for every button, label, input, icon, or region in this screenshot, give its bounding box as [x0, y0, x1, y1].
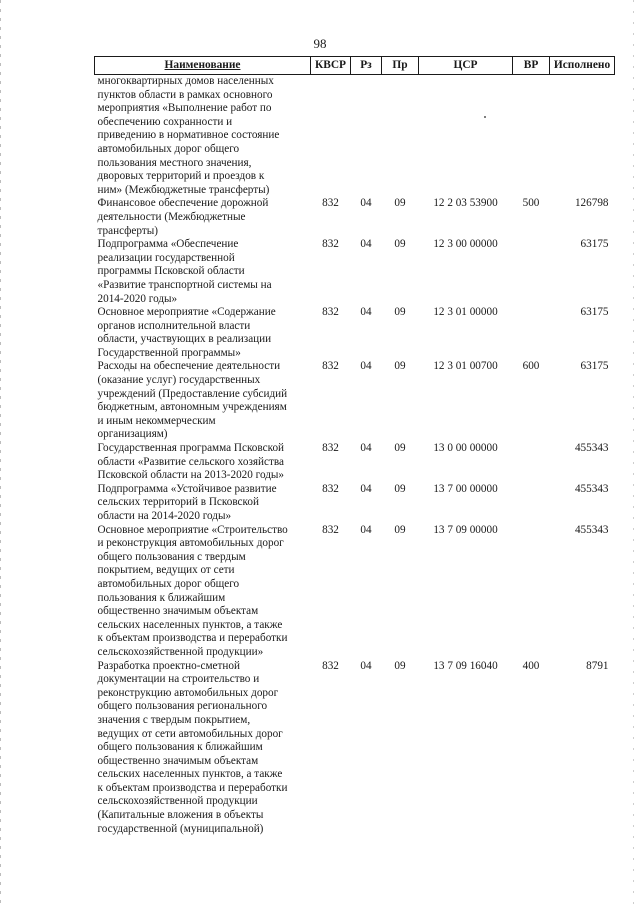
- row-name-line: сельских территорий в Псковской: [97, 496, 259, 509]
- row-name-cell: [95, 442, 311, 483]
- row-amount-cell: 63175: [580, 306, 609, 319]
- row-amount-cell: 126798: [574, 197, 609, 210]
- row-pr-cell: [382, 75, 419, 198]
- row-name-line: деятельности (Межбюджетные: [97, 210, 246, 223]
- table-row: [95, 75, 615, 198]
- row-name-line: пунктов области в рамках основного: [97, 88, 273, 101]
- row-name-cell: [95, 306, 311, 360]
- row-pr-cell: 09: [394, 238, 406, 251]
- row-amount-cell: 63175: [580, 238, 609, 251]
- row-kvsr-cell: 832: [322, 197, 339, 210]
- row-name-cell: [95, 75, 311, 198]
- row-amount-cell: 455343: [574, 523, 609, 536]
- column-header-csr: ЦСР: [419, 57, 513, 75]
- row-amount-cell: 63175: [580, 360, 609, 373]
- row-name-line: покрытием, ведущих от сети: [97, 564, 235, 577]
- row-rz-cell: 04: [360, 523, 372, 536]
- row-name-line: обеспечению сохранности и: [97, 115, 233, 128]
- row-kvsr-cell: 832: [322, 482, 339, 495]
- row-name-line: общего пользования регионального: [97, 700, 268, 713]
- table-header-row: [95, 57, 615, 75]
- column-header-rz: Рз: [351, 57, 382, 75]
- row-name-line: общественно значимым объектам: [97, 605, 259, 618]
- row-pr-cell: 09: [394, 197, 406, 210]
- row-name-line: Финансовое обеспечение дорожной: [97, 197, 269, 210]
- row-kvsr-cell: 832: [322, 523, 339, 536]
- row-name-line: общественно значимым объектам: [97, 754, 259, 767]
- row-name-line: трансферты): [97, 224, 158, 237]
- row-csr-cell: 12 3 01 00700: [433, 360, 498, 373]
- row-name-line: Основное мероприятие «Строительство: [97, 523, 288, 536]
- row-name-line: и иным некоммерческим: [97, 414, 216, 427]
- row-name-line: сельскохозяйственной продукции»: [97, 645, 264, 658]
- row-pr-cell: 09: [394, 306, 406, 319]
- row-name-line: организациям): [97, 428, 168, 441]
- row-pr-cell: 09: [394, 360, 406, 373]
- row-csr-cell: 12 3 00 00000: [433, 238, 498, 251]
- scan-right-edge: [633, 0, 634, 905]
- row-name-line: бюджетным, автономным учреждениям: [97, 401, 287, 414]
- row-kvsr-cell: 832: [322, 360, 339, 373]
- row-name-cell: [95, 238, 311, 306]
- row-amount-cell: 455343: [574, 482, 609, 495]
- row-amount-cell: 455343: [574, 442, 609, 455]
- row-kvsr-cell: [311, 75, 351, 198]
- row-name-line: мероприятия «Выполнение работ по: [97, 102, 272, 115]
- row-name-line: сельских населенных пунктов, а также: [97, 618, 283, 631]
- row-amount-cell: [550, 75, 615, 198]
- row-name-line: документации на строительство и: [97, 673, 260, 686]
- row-csr-cell: 12 2 03 53900: [433, 197, 498, 210]
- row-pr-cell: 09: [394, 442, 406, 455]
- scan-left-edge: [0, 0, 1, 905]
- row-name-line: (Капитальные вложения в объекты: [97, 809, 264, 822]
- row-rz-cell: 04: [360, 360, 372, 373]
- row-rz-cell: 04: [360, 197, 372, 210]
- row-name-line: области, участвующих в реализации: [97, 333, 272, 346]
- row-vr-cell: 400: [522, 659, 540, 672]
- table-row: [95, 660, 615, 837]
- row-name-line: области на 2014-2020 годы»: [97, 510, 232, 522]
- table-row: [95, 483, 615, 524]
- column-header-name: Наименование: [95, 57, 311, 75]
- row-name-line: сельскохозяйственной продукции: [97, 795, 258, 808]
- row-name-line: области «Развитие сельского хозяйства: [97, 455, 284, 468]
- table-row: [95, 442, 615, 483]
- row-name-line: органов исполнительной власти: [97, 319, 251, 332]
- row-name-line: учреждений (Предоставление субсидий: [97, 387, 288, 400]
- row-kvsr-cell: 832: [322, 659, 339, 672]
- row-kvsr-cell: 832: [322, 442, 339, 455]
- row-vr-cell: [513, 306, 550, 360]
- row-name-line: общего пользования с твердым: [97, 550, 246, 563]
- row-name-line: к объектам производства и переработки: [97, 781, 288, 794]
- table-body: [95, 75, 615, 837]
- row-vr-cell: 500: [522, 197, 540, 210]
- row-name-line: автомобильных дорог общего: [97, 577, 240, 590]
- budget-execution-table: [94, 56, 615, 836]
- row-name-line: «Развитие транспортной системы на: [97, 278, 272, 291]
- row-name-line: Подпрограмма «Обеспечение: [97, 238, 239, 251]
- row-rz-cell: 04: [360, 482, 372, 495]
- row-name-cell: [95, 197, 311, 238]
- row-name-line: пользования местного значения,: [97, 156, 252, 169]
- row-csr-cell: 13 7 09 00000: [433, 523, 498, 536]
- row-name-line: общего пользования к ближайшим: [97, 741, 263, 754]
- row-kvsr-cell: 832: [322, 306, 339, 319]
- row-name-cell: [95, 524, 311, 660]
- row-name-line: Расходы на обеспечение деятельности: [97, 360, 281, 373]
- row-name-line: Основное мероприятие «Содержание: [97, 306, 276, 319]
- column-header-kvsr: КВСР: [311, 57, 351, 75]
- row-name-line: программы Псковской области: [97, 265, 245, 278]
- row-pr-cell: 09: [394, 523, 406, 536]
- row-name-cell: [95, 483, 311, 524]
- row-pr-cell: 09: [394, 482, 406, 495]
- table-row: [95, 238, 615, 306]
- row-rz-cell: 04: [360, 442, 372, 455]
- row-name-line: реконструкцию автомобильных дорог: [97, 686, 279, 699]
- row-csr-cell: 13 7 00 00000: [433, 482, 498, 495]
- row-name-line: реализации государственной: [97, 251, 235, 264]
- row-name-line: Государственная программа Псковской: [97, 442, 285, 455]
- row-name-cell: [95, 360, 311, 442]
- row-name-line: многоквартирных домов населенных: [97, 75, 274, 87]
- row-name-line: (оказание услуг) государственных: [97, 374, 261, 387]
- row-rz-cell: [351, 75, 382, 198]
- column-header-vr: ВР: [513, 57, 550, 75]
- row-name-line: Псковской области на 2013-2020 годы»: [97, 469, 285, 482]
- row-kvsr-cell: 832: [322, 238, 339, 251]
- row-pr-cell: 09: [394, 659, 406, 672]
- row-name-line: к объектам производства и переработки: [97, 632, 288, 645]
- row-vr-cell: 600: [522, 360, 540, 373]
- table-row: [95, 306, 615, 360]
- row-csr-cell: 13 0 00 00000: [433, 442, 498, 455]
- row-name-cell: [95, 660, 311, 837]
- row-name-line: ним» (Межбюджетные трансферты): [97, 183, 270, 196]
- row-vr-cell: [513, 524, 550, 660]
- row-name-line: Подпрограмма «Устойчивое развитие: [97, 482, 277, 495]
- row-name-line: сельских населенных пунктов, а также: [97, 768, 283, 781]
- row-vr-cell: [513, 442, 550, 483]
- row-name-line: Государственной программы»: [97, 346, 241, 359]
- row-name-line: автомобильных дорог общего: [97, 142, 240, 155]
- table-row: [95, 360, 615, 442]
- row-name-line: ведущих от сети автомобильных дорог: [97, 727, 283, 740]
- row-rz-cell: 04: [360, 238, 372, 251]
- row-name-line: пользования к ближайшим: [97, 591, 226, 604]
- row-name-line: и реконструкция автомобильных дорог: [97, 537, 284, 550]
- row-name-line: дворовых территорий и проездов к: [97, 170, 265, 183]
- row-vr-cell: [513, 75, 550, 198]
- row-name-line: приведению в нормативное состояние: [97, 129, 280, 142]
- row-amount-cell: 8791: [586, 659, 609, 672]
- row-name-line: Разработка проектно-сметной: [97, 659, 240, 672]
- row-rz-cell: 04: [360, 306, 372, 319]
- row-name-line: значения с твердым покрытием,: [97, 713, 251, 726]
- column-header-pr: Пр: [382, 57, 419, 75]
- row-name-line: государственной (муниципальной): [97, 822, 264, 835]
- row-csr-cell: [419, 75, 513, 198]
- column-header-amount: Исполнено: [550, 57, 615, 75]
- table-row: [95, 524, 615, 660]
- row-vr-cell: [513, 238, 550, 306]
- row-name-line: 2014-2020 годы»: [97, 292, 178, 305]
- row-csr-cell: 13 7 09 16040: [433, 659, 498, 672]
- row-rz-cell: 04: [360, 659, 372, 672]
- row-vr-cell: [513, 483, 550, 524]
- page-number: 98: [313, 36, 327, 51]
- table-row: [95, 197, 615, 238]
- row-csr-cell: 12 3 01 00000: [433, 306, 498, 319]
